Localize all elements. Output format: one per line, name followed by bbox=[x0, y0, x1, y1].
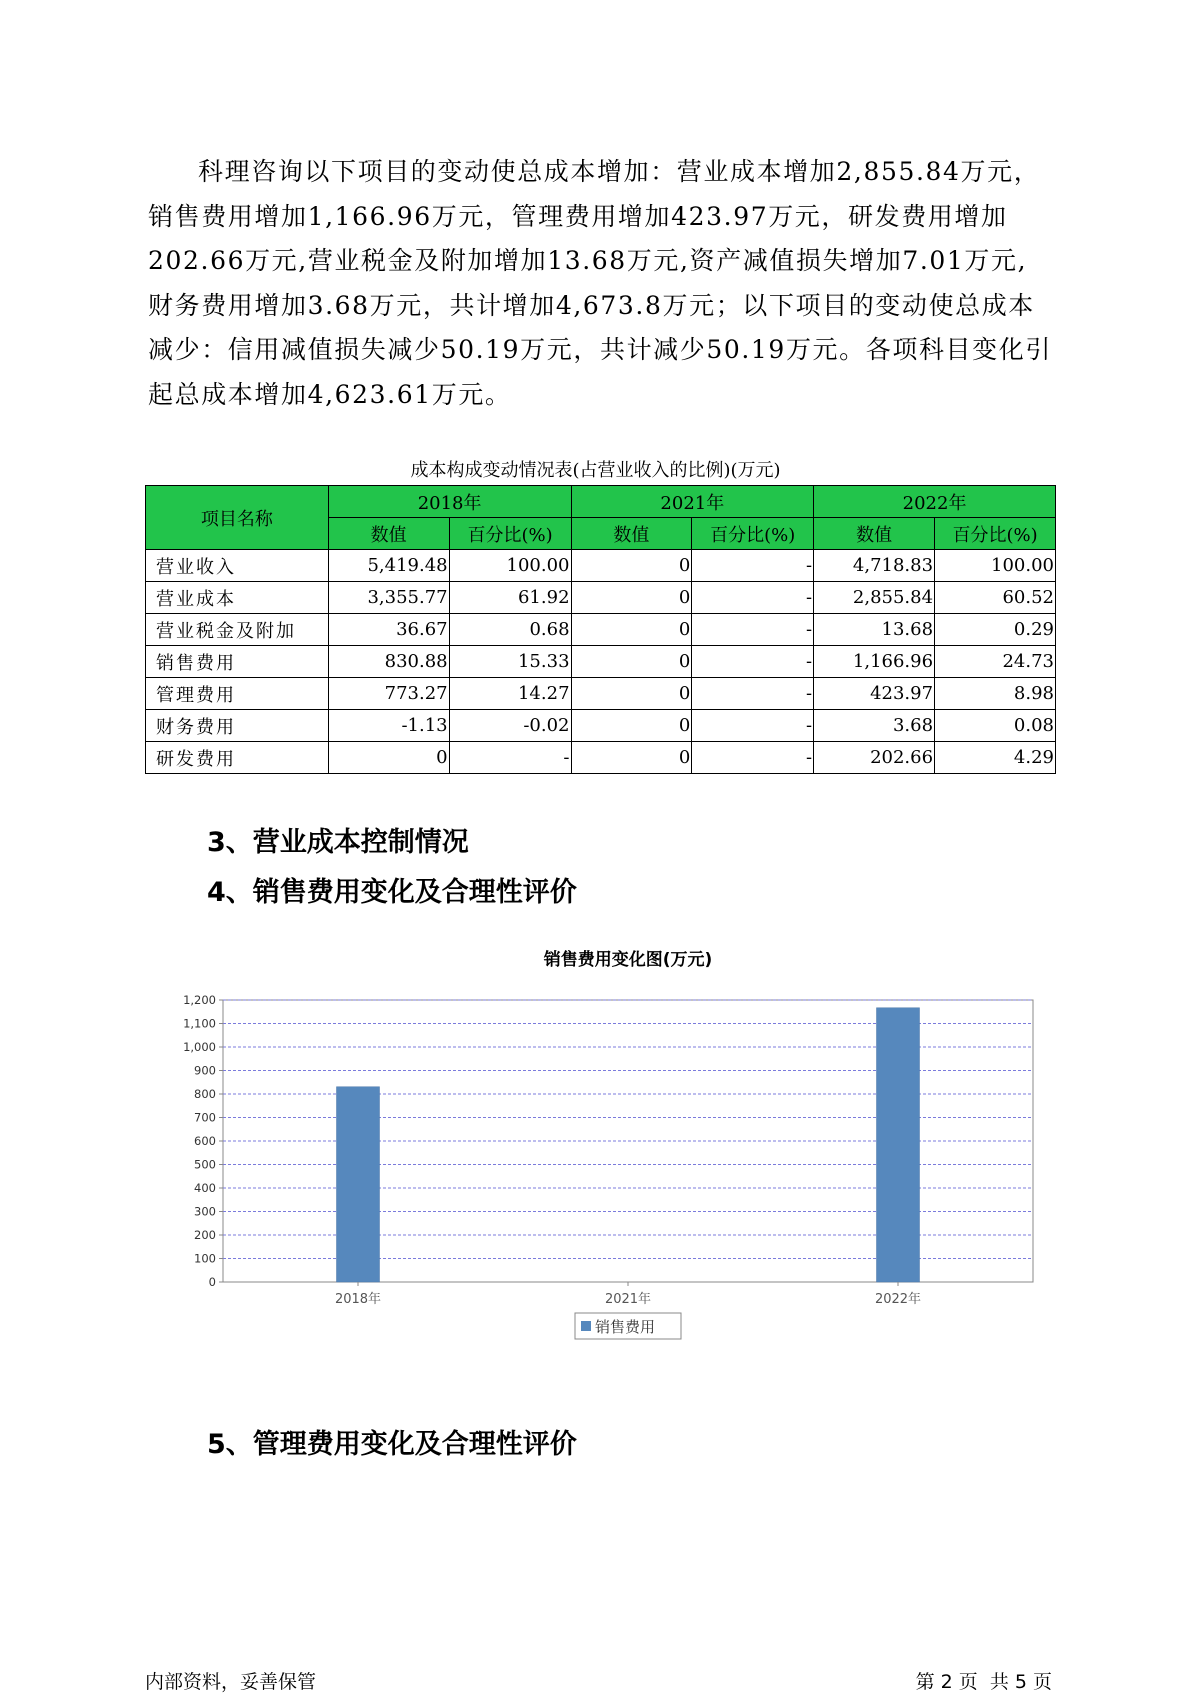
x-tick-label: 2022年 bbox=[874, 1292, 922, 1307]
table-cell: 13.68 bbox=[814, 614, 935, 646]
table-row bbox=[146, 614, 1056, 646]
table-cell: 36.67 bbox=[328, 614, 449, 646]
table-cell: 100.00 bbox=[449, 550, 571, 582]
section-heading-3: 3、营业成本控制情况 bbox=[207, 827, 469, 858]
header-value: 数值 bbox=[814, 518, 935, 550]
sales-expense-chart bbox=[145, 935, 1045, 1400]
row-label: 财务费用 bbox=[146, 710, 329, 742]
table-cell: 0 bbox=[571, 550, 692, 582]
table-cell: 830.88 bbox=[328, 646, 449, 678]
row-label: 管理费用 bbox=[146, 678, 329, 710]
table-cell: 1,166.96 bbox=[814, 646, 935, 678]
x-tick-label: 2018年 bbox=[334, 1292, 382, 1307]
y-tick-label: 200 bbox=[194, 1228, 216, 1242]
table-cell: -0.02 bbox=[449, 710, 571, 742]
table-cell: 423.97 bbox=[814, 678, 935, 710]
chart-title: 销售费用变化图(万元) bbox=[543, 950, 713, 970]
table-row bbox=[146, 646, 1056, 678]
table-cell: - bbox=[692, 614, 814, 646]
table-cell: 0 bbox=[571, 614, 692, 646]
table-cell: - bbox=[449, 742, 571, 774]
table-cell: -1.13 bbox=[328, 710, 449, 742]
y-tick-label: 400 bbox=[194, 1181, 216, 1195]
y-tick-label: 1,200 bbox=[183, 993, 216, 1007]
table-cell: 0 bbox=[571, 742, 692, 774]
table-cell: 3,355.77 bbox=[328, 582, 449, 614]
y-tick-label: 500 bbox=[194, 1157, 216, 1172]
table-cell: 0 bbox=[571, 678, 692, 710]
table-cell: - bbox=[692, 582, 814, 614]
y-tick-label: 600 bbox=[194, 1134, 216, 1148]
row-label: 研发费用 bbox=[146, 742, 329, 774]
summary-paragraph: 科理咨询以下项目的变动使总成本增加：营业成本增加2,855.84万元，销售费用增加1,166.96万元，管理费用增加423.97万元，研发费用增加202.66万元,营业税金及附加增加13.68万元,资产减值损失增加7.01万元,财务费用增加3.68万元，共计增加4,673.8万元；以下项目的变动使总成本减少：信用减值损失减少50.19万元，共计减少50.19万元。各项科目变化引起总成本增加4,623.61万元。 bbox=[148, 157, 1052, 409]
bar bbox=[337, 1087, 380, 1282]
row-label: 营业税金及附加 bbox=[146, 614, 329, 646]
header-year-2021: 2021年 bbox=[571, 486, 814, 518]
y-tick-label: 100 bbox=[194, 1251, 216, 1266]
table-cell: - bbox=[692, 550, 814, 582]
table-cell: 14.27 bbox=[449, 678, 571, 710]
table-cell: 15.33 bbox=[449, 646, 571, 678]
table-cell: 0.08 bbox=[935, 710, 1056, 742]
y-tick-label: 800 bbox=[194, 1087, 216, 1101]
y-tick-label: 900 bbox=[194, 1063, 216, 1078]
table-cell: - bbox=[692, 742, 814, 774]
table-cell: 0 bbox=[328, 742, 449, 774]
legend-swatch bbox=[581, 1321, 591, 1331]
row-label: 销售费用 bbox=[146, 646, 329, 678]
table-cell: 100.00 bbox=[935, 550, 1056, 582]
table-cell: 5,419.48 bbox=[328, 550, 449, 582]
footer-confidential: 内部资料，妥善保管 bbox=[145, 1671, 317, 1693]
row-label: 营业收入 bbox=[146, 550, 329, 582]
table-cell: 3.68 bbox=[814, 710, 935, 742]
table-row bbox=[146, 678, 1056, 710]
cost-structure-table bbox=[145, 485, 1056, 774]
table-cell: 0.68 bbox=[449, 614, 571, 646]
y-tick-label: 1,100 bbox=[183, 1016, 216, 1031]
table-cell: 60.52 bbox=[935, 582, 1056, 614]
y-tick-label: 700 bbox=[194, 1110, 216, 1125]
header-percent: 百分比(%) bbox=[449, 518, 571, 550]
header-year-2022: 2022年 bbox=[814, 486, 1056, 518]
header-year-2018: 2018年 bbox=[328, 486, 571, 518]
table-caption: 成本构成变动情况表(占营业收入的比例)(万元) bbox=[410, 460, 781, 481]
bar bbox=[877, 1008, 920, 1282]
table-cell: 2,855.84 bbox=[814, 582, 935, 614]
table-cell: 24.73 bbox=[935, 646, 1056, 678]
table-cell: - bbox=[692, 710, 814, 742]
table-cell: 0 bbox=[571, 582, 692, 614]
y-tick-label: 300 bbox=[194, 1204, 216, 1219]
header-value: 数值 bbox=[571, 518, 692, 550]
section-heading-5: 5、管理费用变化及合理性评价 bbox=[207, 1429, 577, 1460]
header-value: 数值 bbox=[328, 518, 449, 550]
table-row bbox=[146, 582, 1056, 614]
table-cell: 0 bbox=[571, 710, 692, 742]
table-cell: - bbox=[692, 678, 814, 710]
table-row bbox=[146, 710, 1056, 742]
table-cell: 0.29 bbox=[935, 614, 1056, 646]
table-row bbox=[146, 742, 1056, 774]
x-tick-label: 2021年 bbox=[604, 1292, 652, 1307]
table-cell: 8.98 bbox=[935, 678, 1056, 710]
table-cell: 4,718.83 bbox=[814, 550, 935, 582]
header-item-name: 项目名称 bbox=[146, 486, 329, 550]
table-cell: 4.29 bbox=[935, 742, 1056, 774]
table-cell: 202.66 bbox=[814, 742, 935, 774]
header-percent: 百分比(%) bbox=[692, 518, 814, 550]
table-cell: 61.92 bbox=[449, 582, 571, 614]
header-percent: 百分比(%) bbox=[935, 518, 1056, 550]
legend-label: 销售费用 bbox=[595, 1318, 656, 1336]
footer-page-number: 第 2 页 共 5 页 bbox=[915, 1671, 1052, 1693]
section-heading-4: 4、销售费用变化及合理性评价 bbox=[207, 877, 577, 908]
table-cell: 0 bbox=[571, 646, 692, 678]
y-tick-label: 0 bbox=[208, 1275, 216, 1289]
table-row bbox=[146, 550, 1056, 582]
table-cell: - bbox=[692, 646, 814, 678]
table-cell: 773.27 bbox=[328, 678, 449, 710]
row-label: 营业成本 bbox=[146, 582, 329, 614]
y-tick-label: 1,000 bbox=[183, 1040, 216, 1054]
